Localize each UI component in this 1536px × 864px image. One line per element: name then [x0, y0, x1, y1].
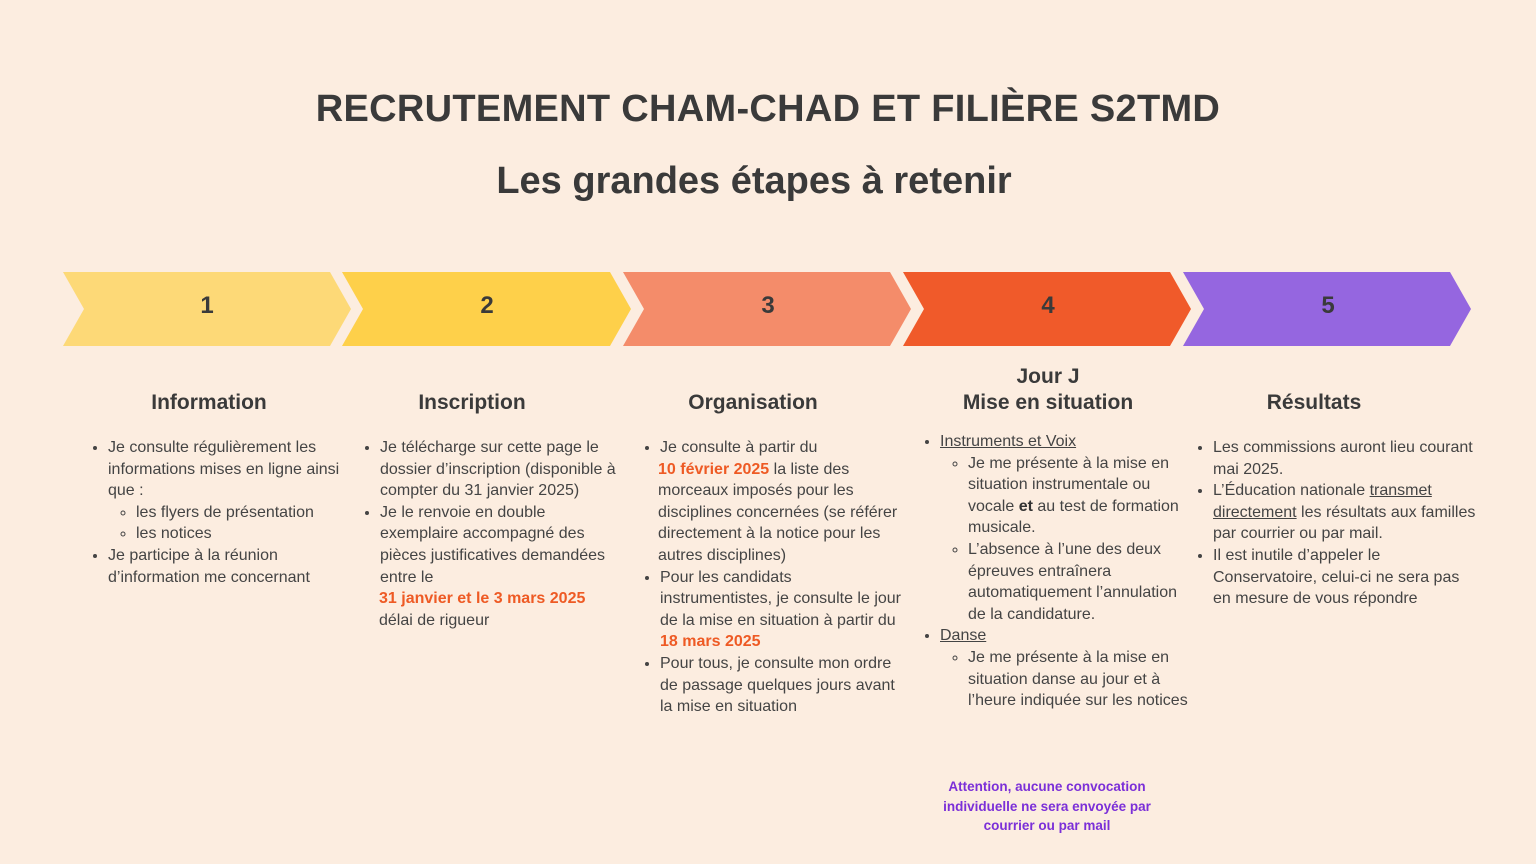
list-item: • Il est inutile d’appeler le Conservatoire, celui-ci ne sera pas en mesure de vous répondre	[1213, 545, 1480, 610]
list-item: • Pour les candidats instrumentistes, je consulte le jour de la mise en situation à partir du 18 mars 2025	[660, 567, 904, 653]
step-4-number: 4	[1041, 292, 1055, 319]
list-item: • L’Éducation nationale transmet directement les résultats aux familles par courrier ou par mail.	[1213, 480, 1480, 545]
step-1-content	[90, 437, 352, 588]
step-4-heading-line2: Mise en situation	[962, 391, 1134, 414]
list-item-continuation: 10 février 2025 la liste des morceaux imposés pour les disciplines concernées (se référer directement à la notice pour les autres disciplines)	[658, 460, 898, 564]
list-item: • Je consulte régulièrement les informations mises en ligne ainsi que : ◦ les flyers de présentation ◦ les notices	[108, 437, 352, 545]
step-3-heading: Organisation	[688, 391, 818, 414]
list-item: ◦ les notices	[136, 523, 352, 545]
step-3-number: 3	[761, 292, 775, 319]
step-5-number: 5	[1321, 292, 1335, 319]
step-3-content	[642, 437, 904, 718]
list-item: ◦ L’absence à l’une des deux épreuves entraînera automatiquement l’annulation de la candidature.	[968, 539, 1190, 625]
step-5-heading: Résultats	[1266, 391, 1362, 414]
date-highlight: 10 février 2025	[658, 460, 770, 478]
step-2-number: 2	[480, 292, 494, 319]
list-item: • Pour tous, je consulte mon ordre de passage quelques jours avant la mise en situation	[660, 653, 904, 718]
step-5-content	[1195, 437, 1480, 610]
date-highlight: 18 mars 2025	[660, 633, 761, 651]
deadline-note: délai de rigueur	[379, 611, 490, 629]
list-item: • Je consulte à partir du	[660, 437, 904, 459]
step-1-number: 1	[200, 292, 214, 319]
step-1-heading: Information	[151, 391, 267, 414]
list-item	[940, 625, 1190, 711]
transmet-directement: transmet directement	[1213, 482, 1432, 521]
deadline-dates: 31 janvier et le 3 mars 2025	[379, 590, 586, 608]
list-item: ◦ les flyers de présentation	[136, 502, 352, 524]
danse-label: Danse	[940, 627, 987, 645]
page-title: RECRUTEMENT CHAM-CHAD ET FILIÈRE S2TMD	[315, 88, 1221, 130]
page-subtitle: Les grandes étapes à retenir	[496, 160, 1012, 202]
list-item: ◦ Je me présente à la mise en situation instrumentale ou vocale et au test de formation musicale.	[968, 453, 1190, 539]
list-item: • Je télécharge sur cette page le dossier d’inscription (disponible à compter du 31 janvier 2025)	[380, 437, 620, 502]
step-4-heading-line1: Jour J	[1016, 365, 1080, 388]
list-item: • Je participe à la réunion d’information me concernant	[108, 545, 352, 588]
list-item	[940, 431, 1190, 625]
step-4-content	[922, 431, 1190, 712]
attention-note: Attention, aucune convocation individuelle ne sera envoyée par courrier ou par mail	[943, 779, 1151, 833]
step-4-heading	[918, 364, 1178, 416]
list-item: ◦ Je me présente à la mise en situation danse au jour et à l’heure indiquée sur les notices	[968, 647, 1190, 712]
step-2-heading: Inscription	[418, 391, 526, 414]
list-item: • Je le renvoie en double exemplaire accompagné des pièces justificatives demandées entre le	[380, 502, 620, 588]
step-2-content	[362, 437, 620, 631]
instruments-voix-label: Instruments et Voix	[940, 433, 1077, 450]
deadline-text	[362, 588, 620, 631]
list-item: • Les commissions auront lieu courant mai 2025.	[1213, 437, 1480, 480]
